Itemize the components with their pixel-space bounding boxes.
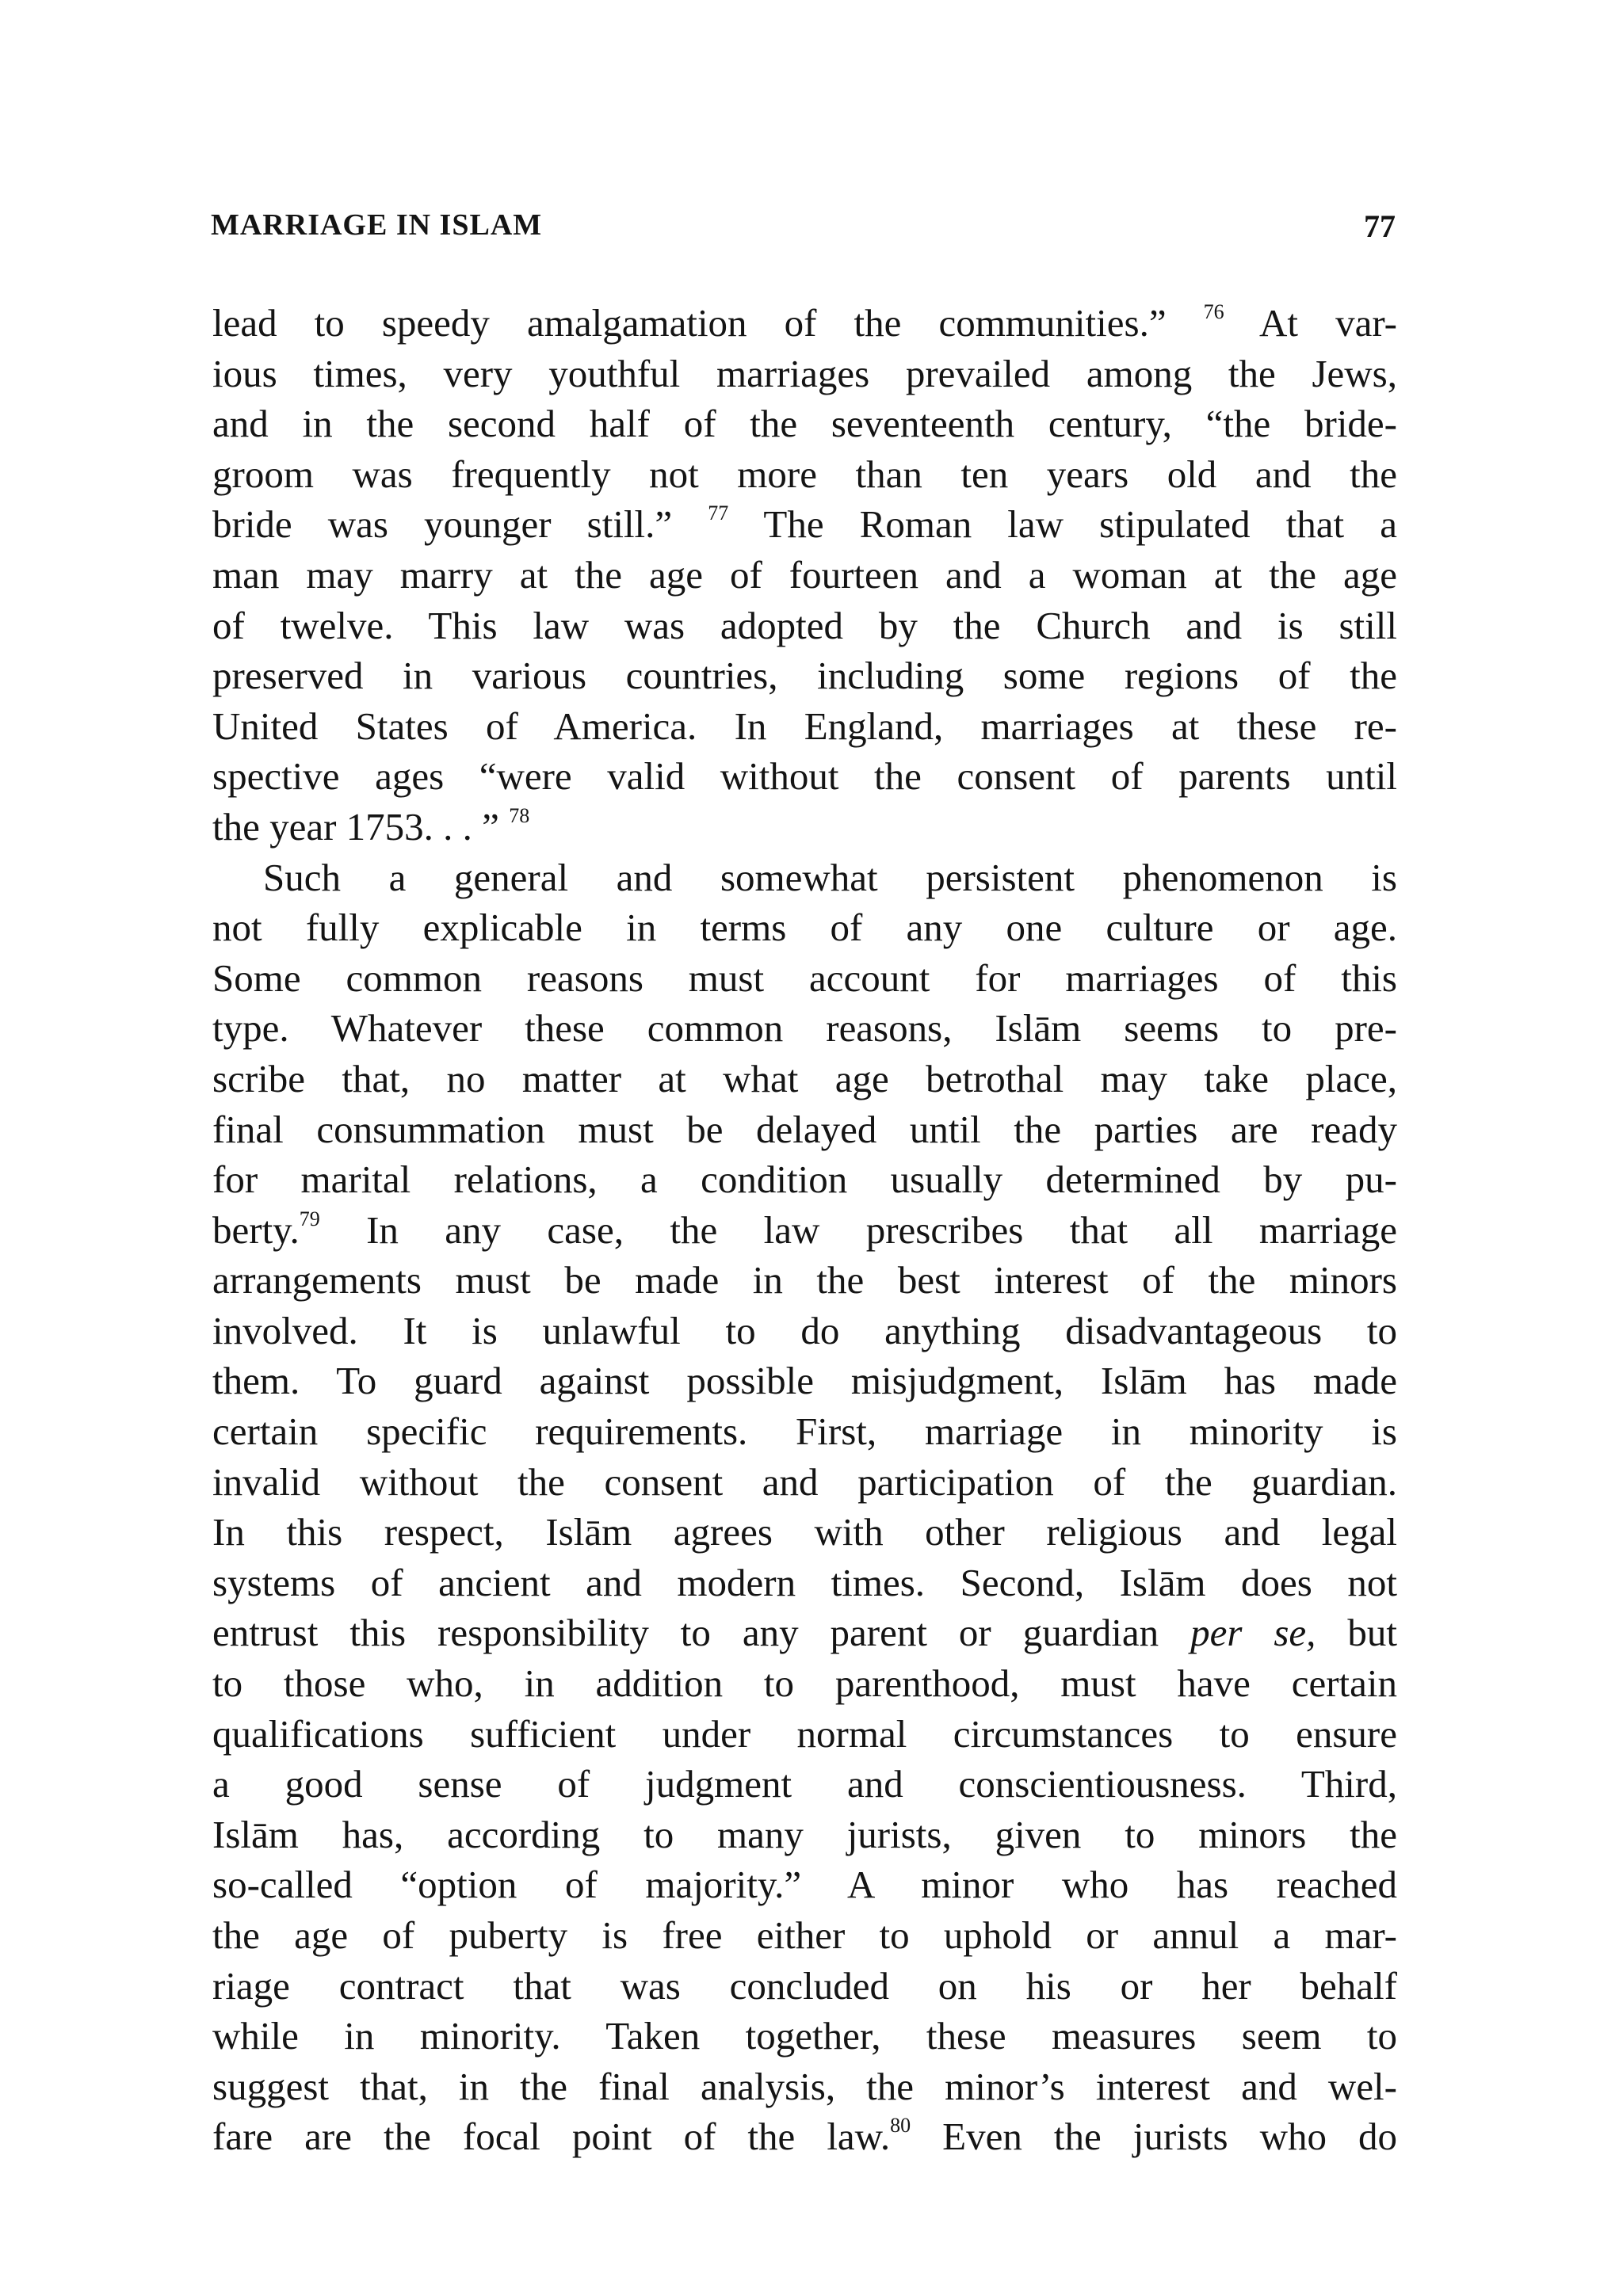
text-line: qualifications sufficient under normal circumstances to ensure: [212, 1711, 1397, 1756]
text-line: United States of America. In England, marriages at these re-: [212, 704, 1397, 748]
text-line: for marital relations, a condition usually determined by pu-: [212, 1158, 1397, 1202]
text-line: the year 1753. . . ” $^{78}$: [212, 803, 530, 849]
text-line: lead to speedy amalgamation of the communities.” $^{76}$ At var-: [212, 299, 1397, 345]
text-line: certain specific requirements. First, marriage in minority is: [212, 1409, 1397, 1454]
footnote-ref: 77: [708, 502, 729, 525]
text-line: invalid without the consent and participation of the guardian.: [212, 1459, 1397, 1504]
text-line: Such a general and somewhat persistent phenomenon is: [263, 855, 1397, 899]
text-line: bride was younger still.” $^{77}$ The Roman law stipulated that a: [212, 502, 1397, 547]
page-number: 77: [1364, 208, 1396, 244]
footnote-ref: 78: [509, 803, 530, 827]
text-line: arrangements must be made in the best interest of the minors: [212, 1258, 1397, 1302]
text-line: In this respect, Islām agrees with other religious and legal: [212, 1510, 1397, 1554]
text-line: not fully explicable in terms of any one culture or age.: [212, 906, 1397, 950]
text-line: Some common reasons must account for marriages of this: [212, 955, 1397, 1000]
text-line: riage contract that was concluded on his or her behalf: [212, 1963, 1397, 2008]
footnote-ref: 79: [299, 1207, 320, 1230]
running-head: [211, 208, 1396, 247]
text-line: final consummation must be delayed until the parties are ready: [212, 1107, 1397, 1151]
footnote-ref: 80: [890, 2114, 911, 2138]
text-line: scribe that, no matter at what age betrothal may take place,: [212, 1056, 1397, 1100]
text-line: them. To guard against possible misjudgment, Islām has made: [212, 1359, 1397, 1403]
running-title: MARRIAGE IN ISLAM: [211, 208, 543, 242]
text-line: systems of ancient and modern times. Second, Islām does not: [212, 1560, 1397, 1604]
text-line: of twelve. This law was adopted by the Church and is still: [212, 603, 1397, 647]
text-line: a good sense of judgment and conscientiousness. Third,: [212, 1762, 1397, 1806]
text-line: spective ages “were valid without the consent of parents until: [212, 754, 1397, 799]
text-line: groom was frequently not more than ten years old and the: [212, 452, 1397, 496]
text-line: berty.$^{79}$ In any case, the law prescribes that all marriage: [212, 1207, 1397, 1252]
footnote-ref: 76: [1203, 299, 1224, 323]
text-line: so-called “option of majority.” A minor who has reached: [212, 1863, 1397, 1907]
text-line: preserved in various countries, including some regions of the: [212, 654, 1397, 698]
text-line: fare are the focal point of the law.$^{80}$ Even the jurists who do: [212, 2114, 1397, 2159]
text-line: and in the second half of the seventeenth century, “the bride-: [212, 402, 1397, 446]
text-line: type. Whatever these common reasons, Islām seems to pre-: [212, 1006, 1397, 1051]
text-line: the age of puberty is free either to uphold or annul a mar-: [212, 1913, 1397, 1957]
text-line: entrust this responsibility to any parent or guardian per se, but: [212, 1611, 1397, 1655]
body-text: [212, 298, 1397, 2162]
text-line: while in minority. Taken together, these measures seem to: [212, 2014, 1397, 2058]
text-line: man may marry at the age of fourteen and a woman at the age: [212, 552, 1397, 597]
text-line: suggest that, in the final analysis, the minor’s interest and wel-: [212, 2064, 1397, 2108]
text-line: Islām has, according to many jurists, given to minors the: [212, 1812, 1397, 1856]
text-line: involved. It is unlawful to do anything disadvantageous to: [212, 1308, 1397, 1352]
text-line: ious times, very youthful marriages prevailed among the Jews,: [212, 351, 1397, 395]
text-line: to those who, in addition to parenthood, must have certain: [212, 1661, 1397, 1706]
